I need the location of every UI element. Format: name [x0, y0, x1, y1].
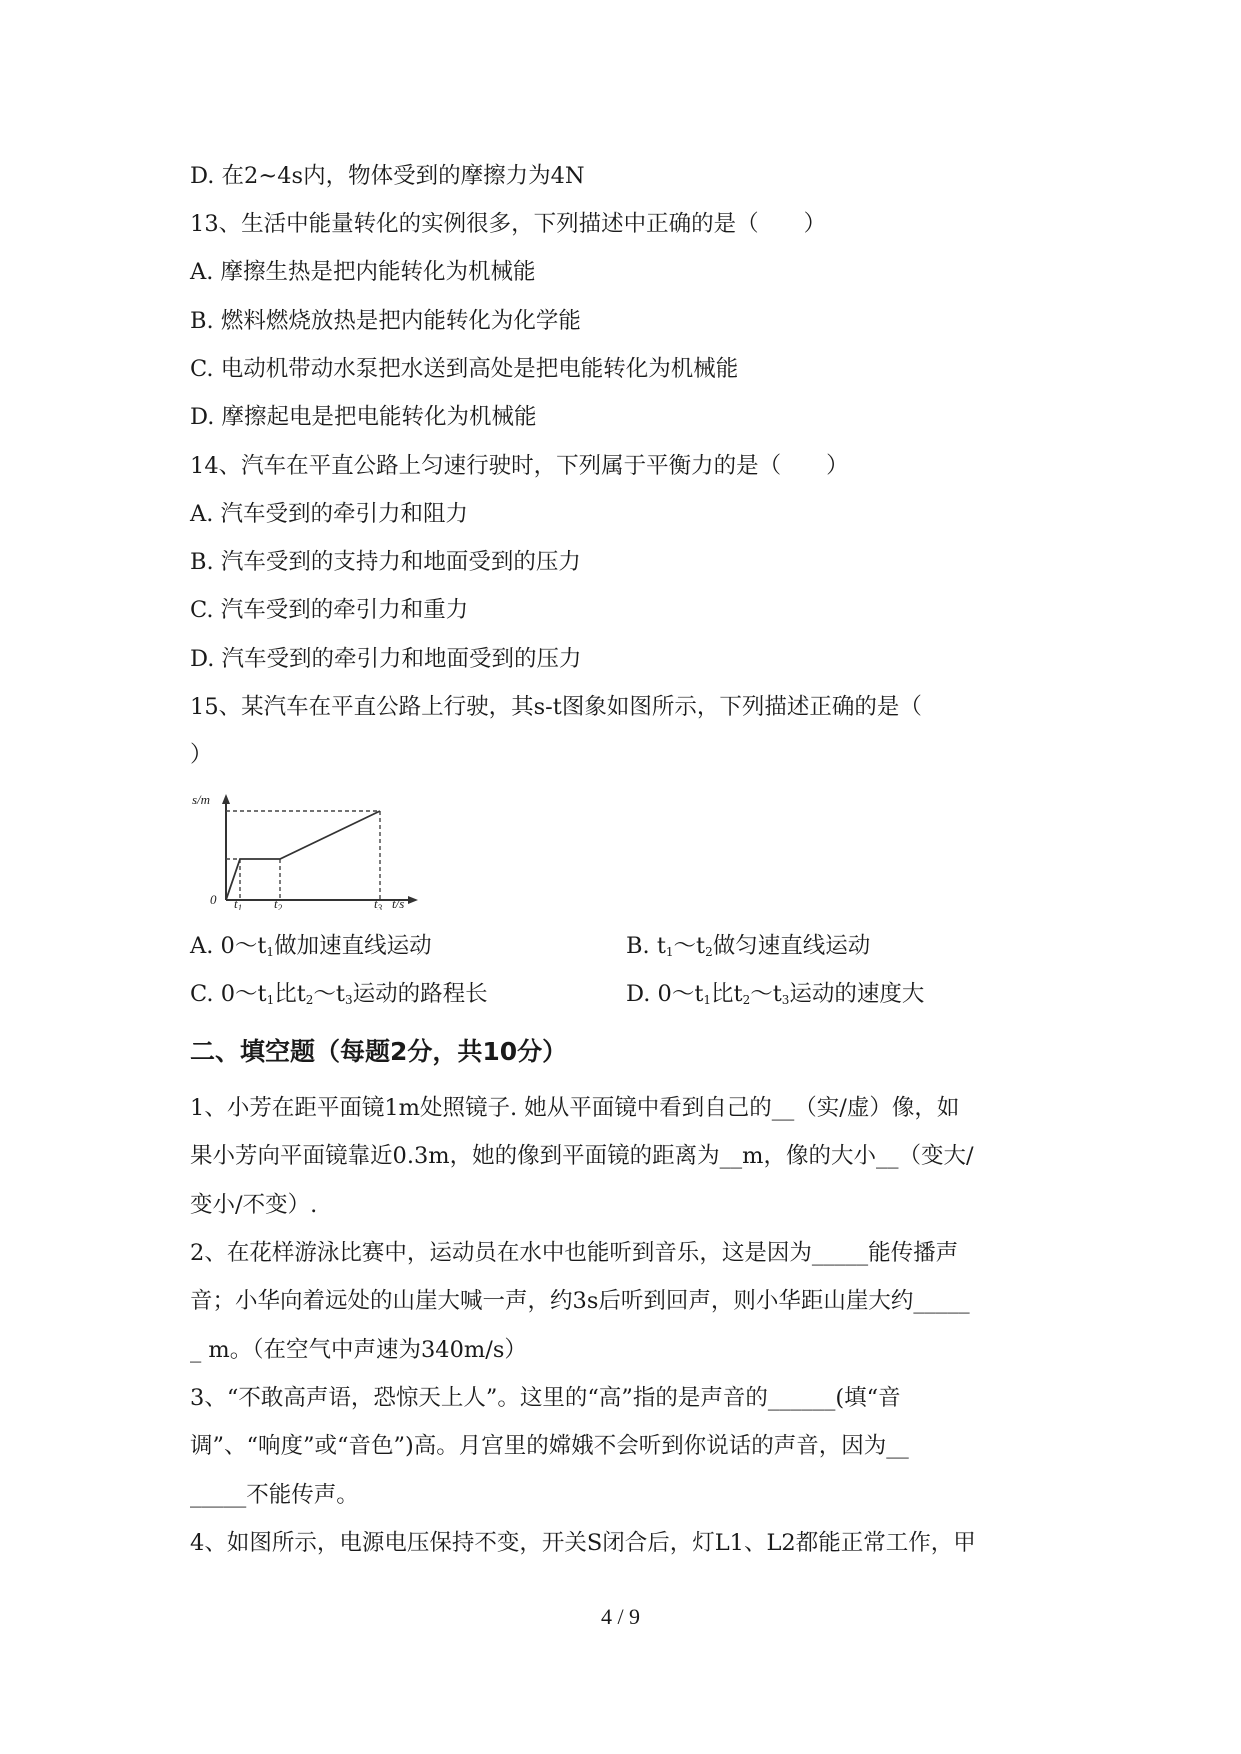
fill-q1-line3: 变小/不变）. [190, 1192, 318, 1218]
q14-option-a: A. 汽车受到的牵引力和阻力 [190, 501, 469, 527]
q13-stem: 13、生活中能量转化的实例很多，下列描述中正确的是（ ） [190, 211, 827, 237]
y-axis-label: s/m [192, 792, 211, 807]
t2-label: $t_2$ [274, 896, 283, 910]
q13-option-a: A. 摩擦生热是把内能转化为机械能 [190, 259, 536, 285]
fill-q4-line1: 4、如图所示，电源电压保持不变，开关S闭合后，灯L1、L2都能正常工作，甲 [190, 1530, 976, 1556]
q15-option-d: D. $0\sim t_1$比$t_2\sim t_3$运动的速度大 [626, 981, 925, 1007]
q14-option-c: C. 汽车受到的牵引力和重力 [190, 597, 469, 623]
q15-stem: 15、某汽车在平直公路上行驶，其s-t图象如图所示，下列描述正确的是（ [190, 694, 922, 720]
t3-label: $t_3$ [374, 896, 383, 910]
y-axis-arrow [222, 794, 230, 804]
q15-option-b: B. $t_1\sim t_2$做匀速直线运动 [626, 933, 871, 959]
q15-option-c: C. $0\sim t_1$比$t_2\sim t_3$运动的路程长 [190, 981, 488, 1007]
t1-label: $t_1$ [234, 896, 243, 910]
x-axis-arrow [408, 896, 418, 904]
fill-q2-line3: _ m。（在空气中声速为340m/s） [190, 1337, 527, 1363]
fill-q2-line2: 音；小华向着远处的山崖大喊一声，约3s后听到回声，则小华距山崖大约_____ [190, 1288, 970, 1314]
q14-option-b: B. 汽车受到的支持力和地面受到的压力 [190, 549, 581, 575]
fill-q2-line1: 2、在花样游泳比赛中，运动员在水中也能听到音乐，这是因为_____能传播声 [190, 1240, 959, 1266]
fill-q3-line2: 调”、“响度”或“音色”)高。月宫里的嫦娥不会听到你说话的声音，因为__ [190, 1433, 909, 1459]
fill-q1-line1: 1、小芳在距平面镜1m处照镜子. 她从平面镜中看到自己的__（实/虚）像，如 [190, 1095, 960, 1121]
page-number: 4 / 9 [600, 1604, 641, 1629]
q15-option-a: A. $0\sim t_1$做加速直线运动 [190, 933, 432, 959]
q13-option-b: B. 燃料燃烧放热是把内能转化为化学能 [190, 308, 581, 334]
q13-option-c: C. 电动机带动水泵把水送到高处是把电能转化为机械能 [190, 356, 739, 382]
q15-stem-close: ） [190, 742, 213, 768]
q14-option-d: D. 汽车受到的牵引力和地面受到的压力 [190, 646, 582, 672]
s-t-curve [226, 811, 380, 900]
origin-label: 0 [210, 892, 217, 907]
q12-option-d: D. 在2~4s内，物体受到的摩擦力为4N [190, 163, 585, 189]
fill-q3-line1: 3、“不敢高声语，恐惊天上人”。这里的“高”指的是声音的______(填“音 [190, 1385, 901, 1411]
fill-q3-line3: _____不能传声。 [190, 1482, 359, 1508]
s-t-graph [190, 790, 430, 910]
q14-stem: 14、汽车在平直公路上匀速行驶时，下列属于平衡力的是（ ） [190, 453, 849, 479]
q13-option-d: D. 摩擦起电是把电能转化为机械能 [190, 404, 537, 430]
x-axis-label: t/s [392, 896, 405, 910]
section-heading: 二、填空题（每题2分，共10分） [190, 1037, 568, 1066]
fill-q1-line2: 果小芳向平面镜靠近0.3m，她的像到平面镜的距离为__m，像的大小__（变大/ [190, 1143, 974, 1169]
